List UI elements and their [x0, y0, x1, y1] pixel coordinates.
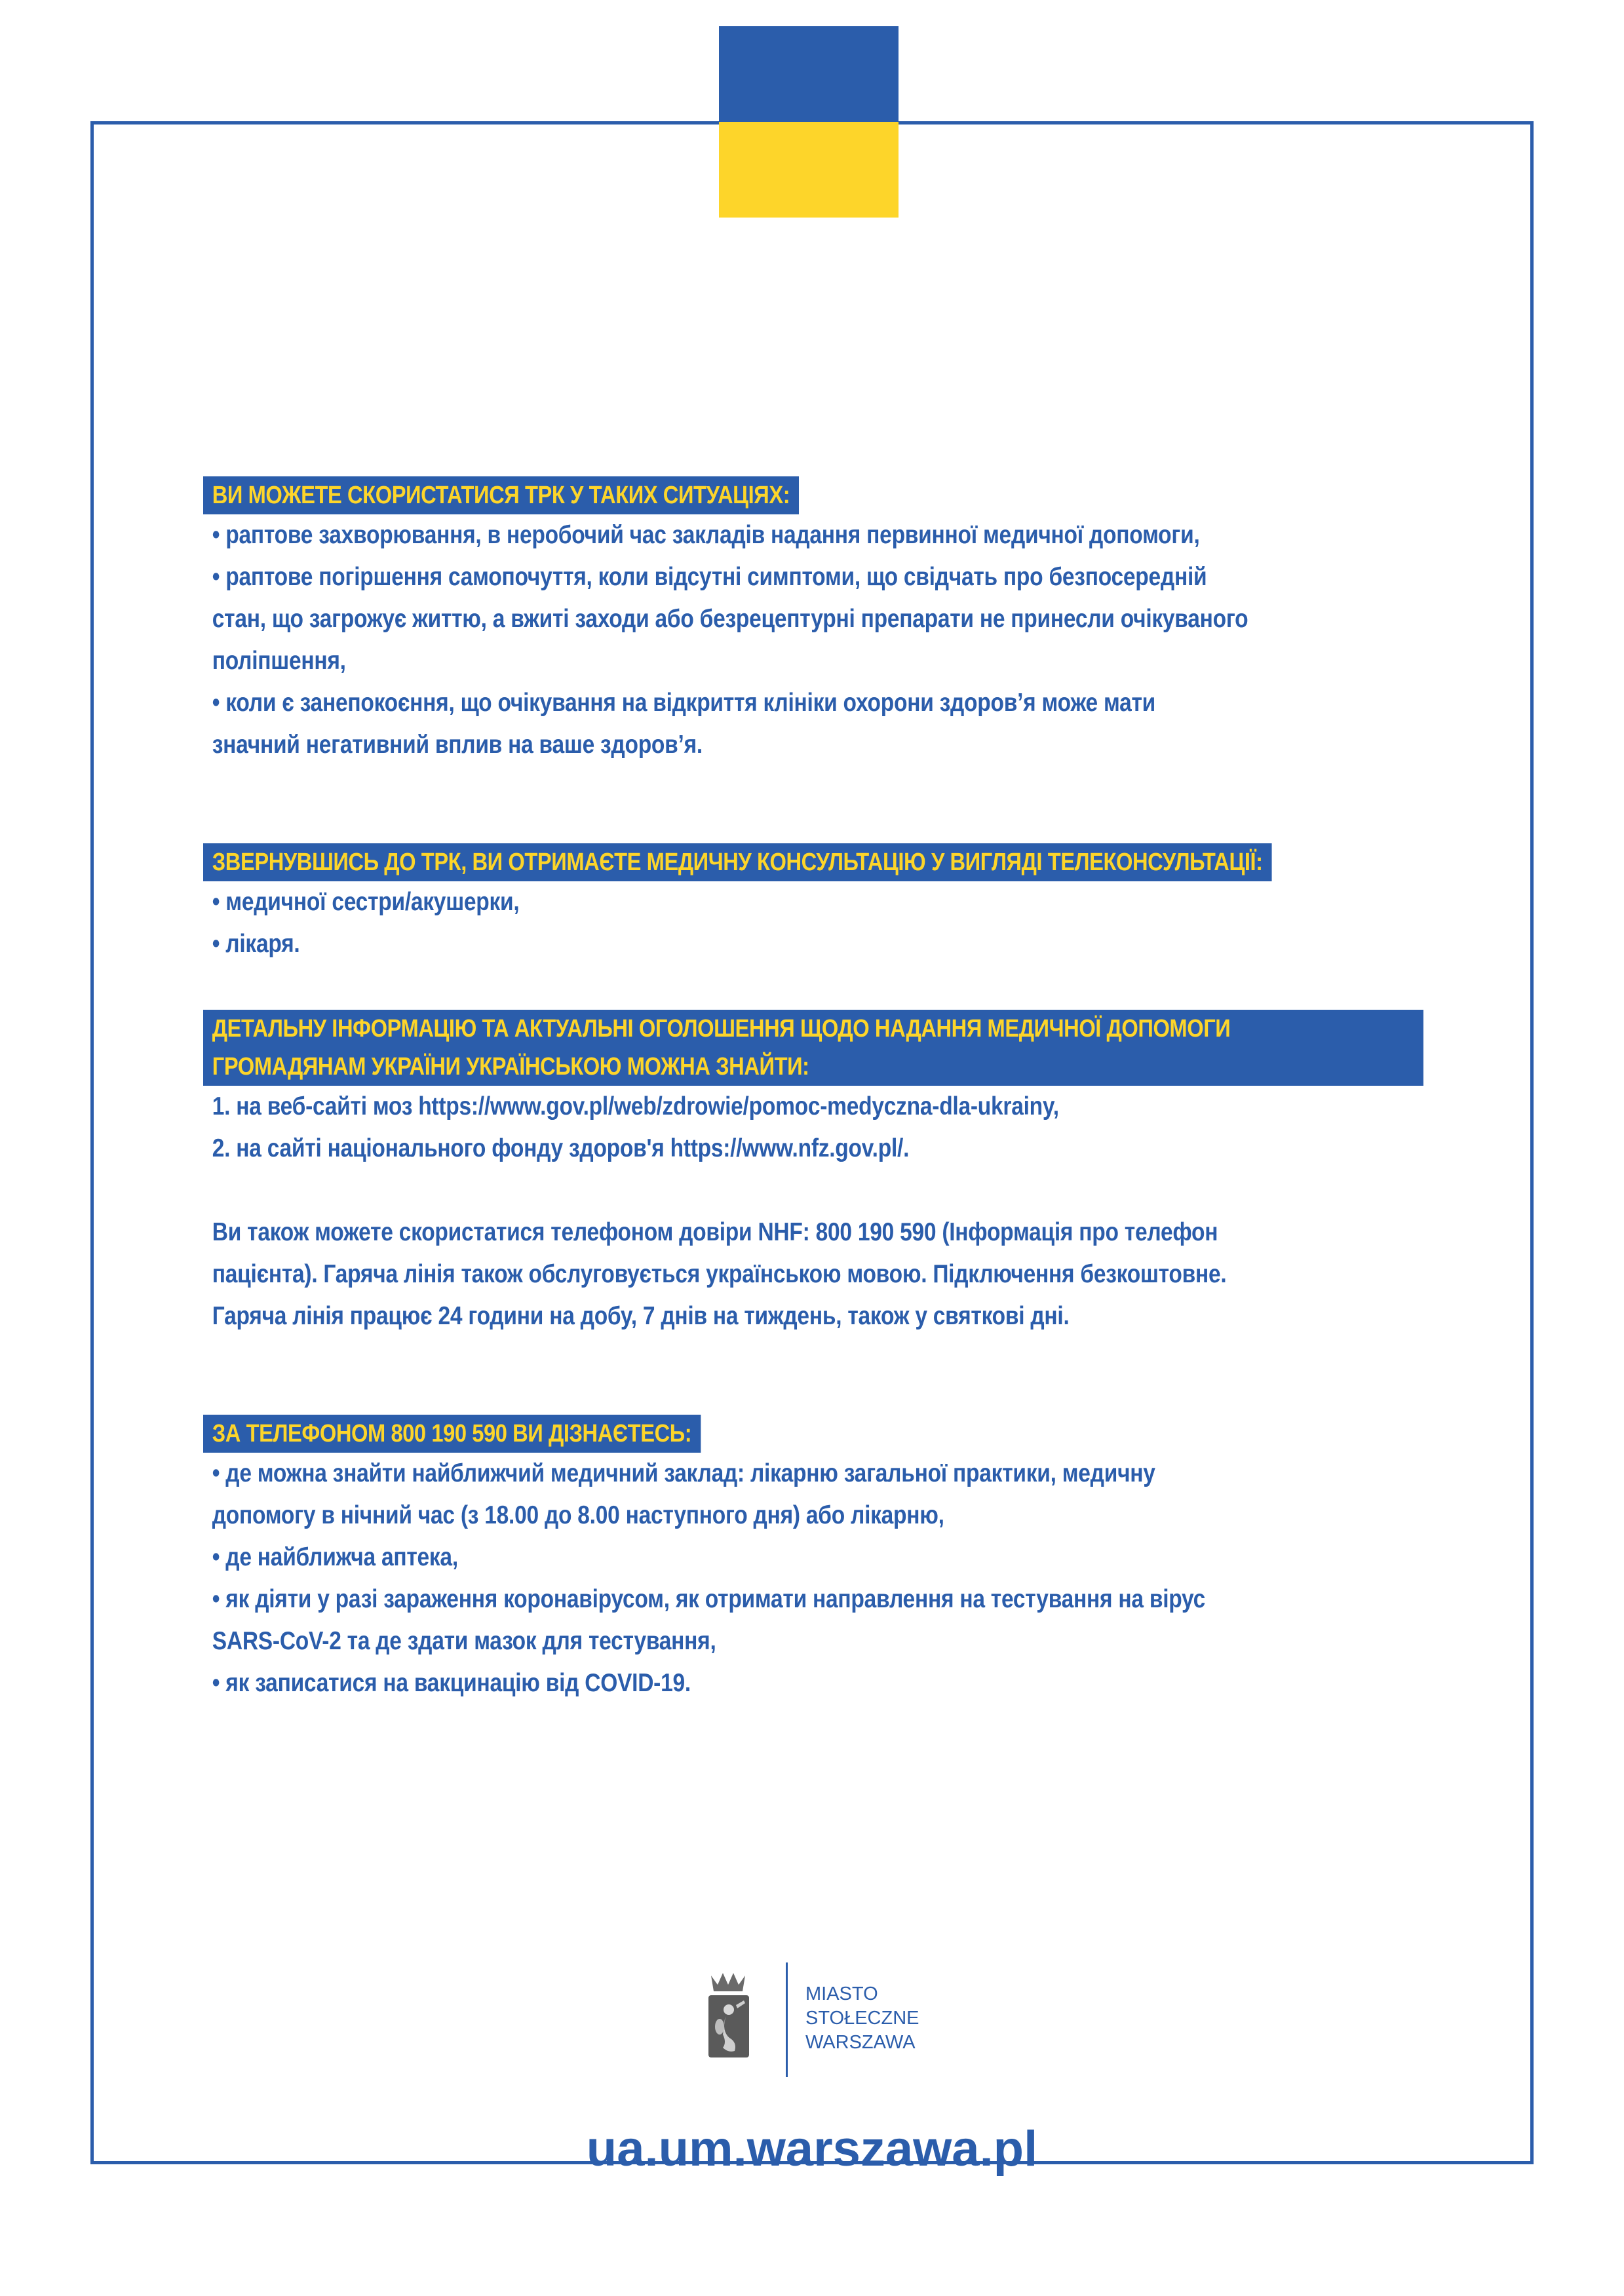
paragraph-line: Гаряча лінія працює 24 години на добу, 7 днів на тиждень, також у святкові дні. [212, 1302, 1070, 1330]
heading-line: ДЕТАЛЬНУ ІНФОРМАЦІЮ ТА АКТУАЛЬНІ ОГОЛОШЕННЯ ЩОДО НАДАННЯ МЕДИЧНОЇ ДОПОМОГИ [212, 1015, 1231, 1043]
list-item: • медичної сестри/акушерки, [212, 888, 520, 916]
paragraph-line: Ви також можете скористатися телефоном довіри NHF: 800 190 590 (Інформація про телефон [212, 1218, 1218, 1246]
warsaw-logo [697, 1962, 972, 2087]
logo-divider [786, 1962, 788, 2077]
section-hotline [203, 1415, 1448, 1704]
city-name-line: STOŁECZNE [805, 2008, 919, 2029]
paragraph-line: пацієнта). Гаряча лінія також обслуговується українською мовою. Підключення безкоштовне. [212, 1260, 1227, 1288]
list-item: • де можна знайти найближчий медичний заклад: лікарню загальної практики, медичну [212, 1459, 1155, 1487]
city-name [805, 1982, 919, 2055]
list-item: • де найближча аптека, [212, 1543, 458, 1571]
list-item: • коли є занепокоєння, що очікування на відкриття клініки охорони здоров’я може мати [212, 689, 1156, 717]
section-heading [203, 1010, 1423, 1086]
website-link-moz[interactable]: 1. на веб-сайті моз https://www.gov.pl/web/zdrowie/pomoc-medyczna-dla-ukrainy, [212, 1092, 1059, 1120]
list-item: стан, що загрожує життю, а вжиті заходи або безрецептурні препарати не принесли очікуваного [212, 605, 1248, 633]
list-item: • лікаря. [212, 930, 300, 958]
section-heading: ЗВЕРНУВШИСЬ ДО ТРК, ВИ ОТРИМАЄТЕ МЕДИЧНУ КОНСУЛЬТАЦІЮ У ВИГЛЯДІ ТЕЛЕКОНСУЛЬТАЦІЇ: [203, 843, 1271, 881]
list-item: • як записатися на вакцинацію від COVID-19. [212, 1669, 691, 1697]
flag-blue-stripe [719, 26, 899, 122]
section-heading: ЗА ТЕЛЕФОНОМ 800 190 590 ВИ ДІЗНАЄТЕСЬ: [203, 1415, 701, 1453]
section-heading: ВИ МОЖЕТЕ СКОРИСТАТИСЯ ТРК У ТАКИХ СИТУАЦІЯХ: [203, 476, 799, 514]
section-information [203, 1010, 1448, 1337]
list-item: поліпшення, [212, 647, 346, 675]
website-link-nfz[interactable]: 2. на сайті національного фонду здоров'я https://www.nfz.gov.pl/. [212, 1134, 910, 1162]
list-item: • раптове захворювання, в неробочий час закладів надання первинної медичної допомоги, [212, 521, 1200, 549]
flag-yellow-stripe [719, 122, 899, 218]
website-link[interactable]: ua.um.warszawa.pl [586, 2121, 1038, 2177]
list-item: значний негативний вплив на ваше здоров’я. [212, 731, 703, 759]
list-item: допомогу в нічний час (з 18.00 до 8.00 наступного дня) або лікарню, [212, 1501, 944, 1529]
city-name-line: WARSZAWA [805, 2032, 916, 2053]
warsaw-crest-icon [697, 1969, 759, 2061]
main-content [203, 476, 1448, 1704]
city-name-line: MIASTO [805, 1983, 878, 2004]
list-item: • як діяти у разі зараження коронавірусом, як отримати направлення на тестування на вірус [212, 1585, 1206, 1613]
section-situations [203, 476, 1448, 766]
section-teleconsultation [203, 843, 1448, 965]
list-item: SARS-CoV-2 та де здати мазок для тестування, [212, 1627, 716, 1655]
ukraine-flag-icon [719, 26, 899, 218]
list-item: • раптове погіршення самопочуття, коли відсутні симптоми, що свідчать про безпосередній [212, 563, 1207, 591]
heading-line: ГРОМАДЯНАМ УКРАЇНИ УКРАЇНСЬКОЮ МОЖНА ЗНАЙТИ: [212, 1053, 809, 1081]
